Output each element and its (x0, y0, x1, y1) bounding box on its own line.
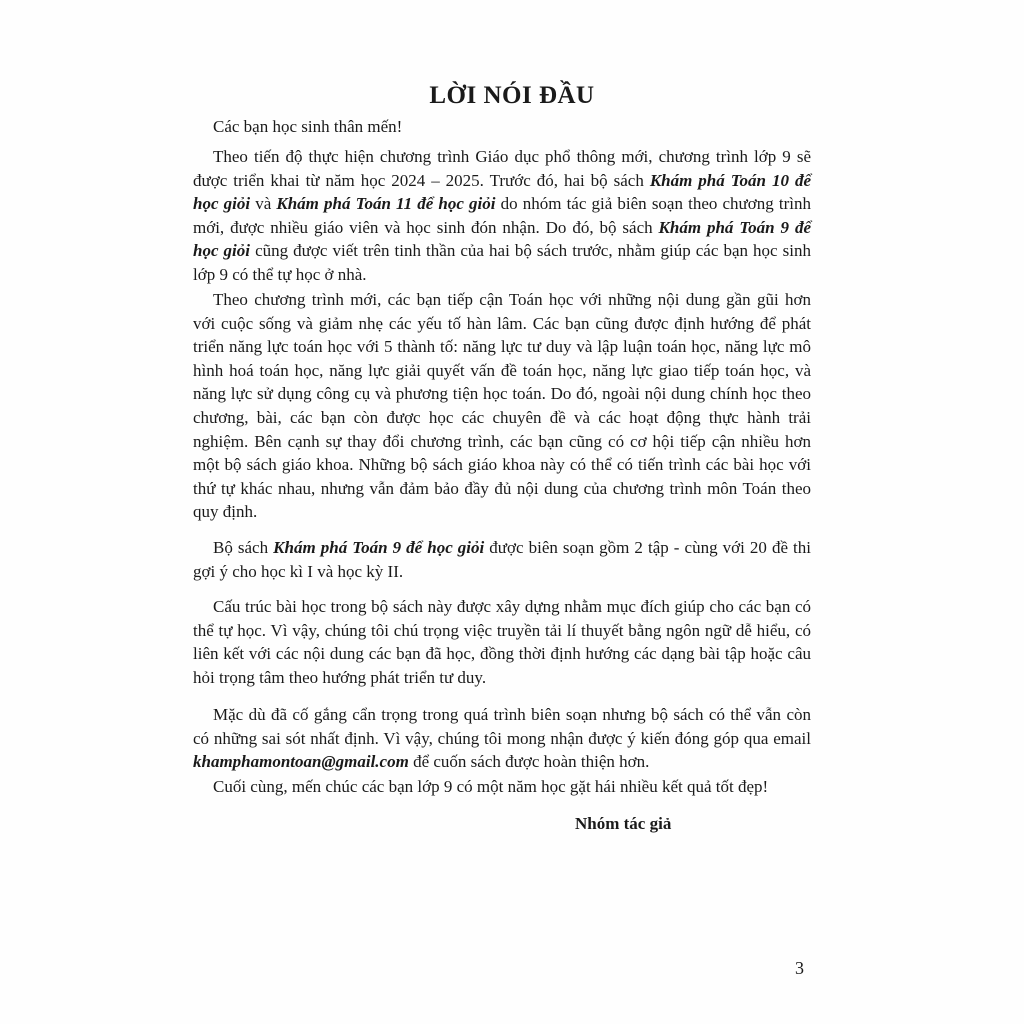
body-text: lớp 9 có thể tự học ở nhà. (193, 264, 367, 284)
text-line (193, 382, 811, 406)
body-text: thứ tự khác nhau, nhưng vẫn đảm bảo đầy đủ nội dung của chương trình môn Toán theo (193, 478, 811, 498)
body-text: Cuối cùng, mến chúc các bạn lớp 9 có một năm học gặt hái nhiều kết quả tốt đẹp! (213, 777, 769, 796)
body-text: nghiệm. Bên cạnh sự thay đổi chương trình, các bạn cũng có cơ hội tiếp cận nhiều hơn (193, 431, 811, 451)
text-line (193, 239, 811, 263)
text-line (193, 335, 811, 359)
text-line (193, 453, 811, 477)
text-line (193, 359, 811, 383)
body-text: mới, được nhiều giáo viên và học sinh đón nhận. Do đó, bộ sách (193, 217, 659, 237)
emphasis-text: Khám phá Toán 9 để học giỏi (273, 538, 485, 557)
body-text: triển năng lực toán học với 5 thành tố: năng lực tư duy và lập luận toán học, năng lực mô (193, 337, 811, 357)
body-text: Theo tiến độ thực hiện chương trình Giáo dục phổ thông mới, chương trình lớp 9 sẽ (213, 147, 811, 166)
text-line (193, 642, 811, 666)
text-line (193, 666, 811, 690)
emphasis-text: học giỏi (193, 241, 251, 261)
paragraph (193, 595, 811, 689)
text-line (193, 312, 811, 336)
body-text: liên kết với các nội dung các bạn đã học, đồng thời định hướng các dạng bài tập hoặc câu (193, 644, 811, 664)
text-line (193, 145, 811, 169)
body-text: để cuốn sách được hoàn thiện hơn. (408, 752, 650, 772)
body-text: với cuộc sống và giảm nhẹ các yếu tố hàn lâm. Các bạn cũng được định hướng để phát (193, 313, 811, 333)
body-text: một bộ sách giáo khoa. Những bộ sách giáo khoa này có thể có tiến trình các bài học với (193, 455, 811, 475)
paragraph (193, 775, 811, 799)
text-line (193, 169, 811, 193)
body-text: cũng được viết trên tinh thần của hai bộ sách trước, nhằm giúp các bạn học sinh (250, 241, 812, 261)
text-line (193, 263, 811, 287)
text-line (193, 595, 811, 619)
text-line (193, 560, 811, 584)
text-line (193, 288, 811, 312)
body-text: Theo chương trình mới, các bạn tiếp cận Toán học với những nội dung gần gũi hơn (213, 290, 811, 309)
emphasis-text: Khám phá Toán 10 để (649, 170, 811, 190)
text-line (193, 703, 811, 727)
body-text: hình hoá toán học, năng lực giải quyết vấn đề toán học, năng lực giao tiếp toán học, và (193, 360, 811, 380)
body-text: quy định. (193, 502, 258, 522)
body-text: Mặc dù đã cố gắng cẩn trọng trong quá trình biên soạn nhưng bộ sách có thể vẫn còn (213, 705, 811, 724)
body-text: được biên soạn gồm 2 tập - cùng với 20 đề thi (484, 538, 811, 557)
text-line (193, 536, 811, 560)
paragraph (193, 145, 811, 287)
text-line (193, 619, 811, 643)
text-line (193, 500, 811, 524)
body-text: do nhóm tác giả biên soạn theo chương trình (495, 194, 811, 214)
signature: Nhóm tác giả (575, 814, 672, 833)
paragraph (193, 536, 811, 583)
body-text: có những sai sót nhất định. Vì vậy, chúng tôi mong nhận được ý kiến đóng góp qua email (193, 728, 811, 748)
greeting (193, 115, 811, 139)
emphasis-text: Khám phá Toán 11 để học giỏi (276, 194, 496, 214)
text-line (193, 216, 811, 240)
emphasis-text: Khám phá Toán 9 để (658, 217, 812, 237)
body-text: được triển khai từ năm học 2024 – 2025. Trước đó, hai bộ sách (193, 170, 650, 190)
body-text: Cấu trúc bài học trong bộ sách này được xây dựng nhằm mục đích giúp cho các bạn có (213, 597, 811, 616)
paragraph (193, 703, 811, 774)
body-text: năng lực sử dụng công cụ và phương tiện học toán. Do đó, ngoài nội dung chính học theo (193, 384, 811, 404)
text-line (193, 192, 811, 216)
text-line (193, 775, 811, 799)
text-line (193, 406, 811, 430)
emphasis-text: học giỏi (193, 194, 251, 214)
body-text: và (250, 194, 277, 214)
greeting-text: Các bạn học sinh thân mến! (213, 117, 403, 136)
emphasis-text: khamphamontoan@gmail.com (193, 752, 409, 772)
text-line (193, 727, 811, 751)
text-line (193, 750, 811, 774)
text-line (193, 430, 811, 454)
body-text: chương, bài, các bạn còn được học các chuyên đề và các hoạt động thực hành trải (193, 407, 811, 427)
paragraph (193, 288, 811, 524)
text-line (193, 477, 811, 501)
body-text: thể tự học. Vì vậy, chúng tôi chú trọng việc truyền tải lí thuyết bằng ngôn ngữ dễ hiểu, có (193, 620, 811, 640)
page-title: LỜI NÓI ĐẦU (429, 82, 595, 109)
body-text: hỏi trọng tâm theo hướng phát triển tư duy. (193, 667, 487, 687)
body-text: Bộ sách (213, 538, 274, 557)
body-text: gợi ý cho học kì I và học kỳ II. (193, 561, 404, 581)
page-number: 3 (795, 958, 804, 978)
